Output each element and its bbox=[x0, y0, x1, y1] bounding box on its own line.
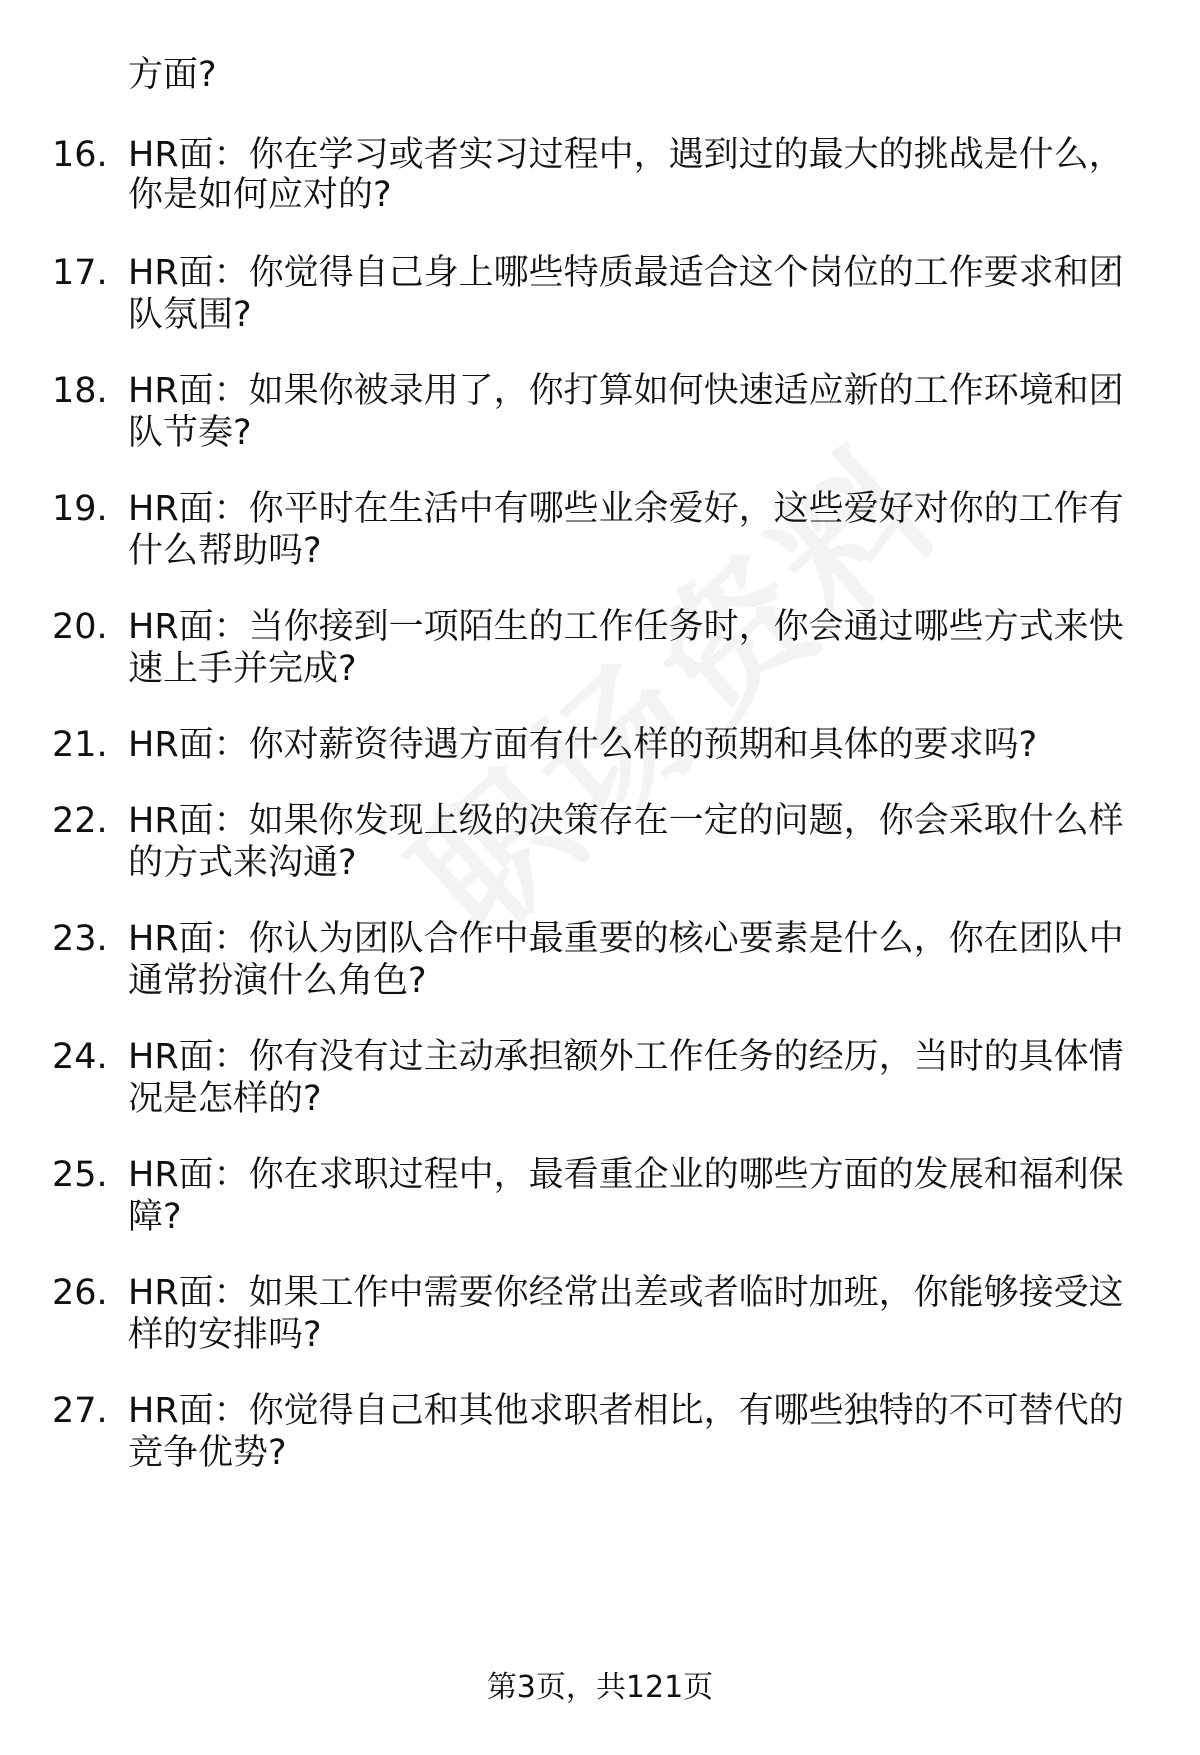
list-item-continuation bbox=[0, 170, 1200, 220]
list-item-continuation bbox=[0, 408, 1200, 458]
item-number: 18. bbox=[52, 371, 108, 411]
item-text-line1: HR面：你对薪资待遇方面有什么样的预期和具体的要求吗? bbox=[128, 725, 1038, 765]
item-text-line1: HR面：当你接到一项陌生的工作任务时，你会通过哪些方式来快 bbox=[128, 607, 1124, 647]
item-number: 16. bbox=[52, 135, 108, 175]
item-text-line2: 竞争优势? bbox=[128, 1433, 287, 1473]
list-item-continuation bbox=[0, 644, 1200, 694]
item-text-line1: HR面：如果工作中需要你经常出差或者临时加班，你能够接受这 bbox=[128, 1273, 1124, 1313]
item-text-line2: 的方式来沟通? bbox=[128, 843, 357, 883]
item-number: 25. bbox=[52, 1155, 108, 1195]
item-text-line2: 况是怎样的? bbox=[128, 1079, 322, 1119]
item-text-line2: 通常扮演什么角色? bbox=[128, 961, 427, 1001]
item-text-line1: HR面：你在学习或者实习过程中，遇到过的最大的挑战是什么， bbox=[128, 135, 1124, 175]
item-text-line1: HR面：你认为团队合作中最重要的核心要素是什么，你在团队中 bbox=[128, 919, 1124, 959]
list-item-continuation bbox=[0, 838, 1200, 888]
item-text-line1: HR面：你在求职过程中，最看重企业的哪些方面的发展和福利保 bbox=[128, 1155, 1124, 1195]
item-text-line1: HR面：如果你被录用了，你打算如何快速适应新的工作环境和团 bbox=[128, 371, 1124, 411]
item-text-line2: 障? bbox=[128, 1197, 182, 1237]
item-text-line2: 什么帮助吗? bbox=[128, 531, 322, 571]
list-item-continuation bbox=[0, 956, 1200, 1006]
item-number: 24. bbox=[52, 1037, 108, 1077]
list-item-continuation bbox=[0, 1074, 1200, 1124]
list-item-continuation bbox=[0, 1192, 1200, 1242]
page-footer: 第3页，共121页 bbox=[486, 1670, 714, 1705]
continuation-line bbox=[0, 50, 1200, 100]
item-text-line2: 队节奏? bbox=[128, 413, 252, 453]
item-text-line1: HR面：你觉得自己身上哪些特质最适合这个岗位的工作要求和团 bbox=[128, 253, 1124, 293]
item-number: 23. bbox=[52, 919, 108, 959]
item-number: 21. bbox=[52, 725, 108, 765]
item-text-line1: HR面：你觉得自己和其他求职者相比，有哪些独特的不可替代的 bbox=[128, 1391, 1124, 1431]
list-item bbox=[0, 720, 1200, 770]
item-number: 26. bbox=[52, 1273, 108, 1313]
item-number: 22. bbox=[52, 801, 108, 841]
item-text-line1: HR面：如果你发现上级的决策存在一定的问题，你会采取什么样 bbox=[128, 801, 1124, 841]
item-text-line1: HR面：你有没有过主动承担额外工作任务的经历，当时的具体情 bbox=[128, 1037, 1124, 1077]
item-text-line1: HR面：你平时在生活中有哪些业余爱好，这些爱好对你的工作有 bbox=[128, 489, 1124, 529]
item-number: 27. bbox=[52, 1391, 108, 1431]
list-item-continuation bbox=[0, 526, 1200, 576]
item-number: 17. bbox=[52, 253, 108, 293]
item-number: 19. bbox=[52, 489, 108, 529]
list-item-continuation bbox=[0, 290, 1200, 340]
item-number: 20. bbox=[52, 607, 108, 647]
item-text-line2: 速上手并完成? bbox=[128, 649, 357, 689]
item-text-line2: 样的安排吗? bbox=[128, 1315, 322, 1355]
item-text-line2: 队氛围? bbox=[128, 295, 252, 335]
continuation-text: 方面? bbox=[128, 55, 217, 95]
list-item-continuation bbox=[0, 1428, 1200, 1478]
item-text-line2: 你是如何应对的? bbox=[128, 175, 392, 215]
list-item-continuation bbox=[0, 1310, 1200, 1360]
